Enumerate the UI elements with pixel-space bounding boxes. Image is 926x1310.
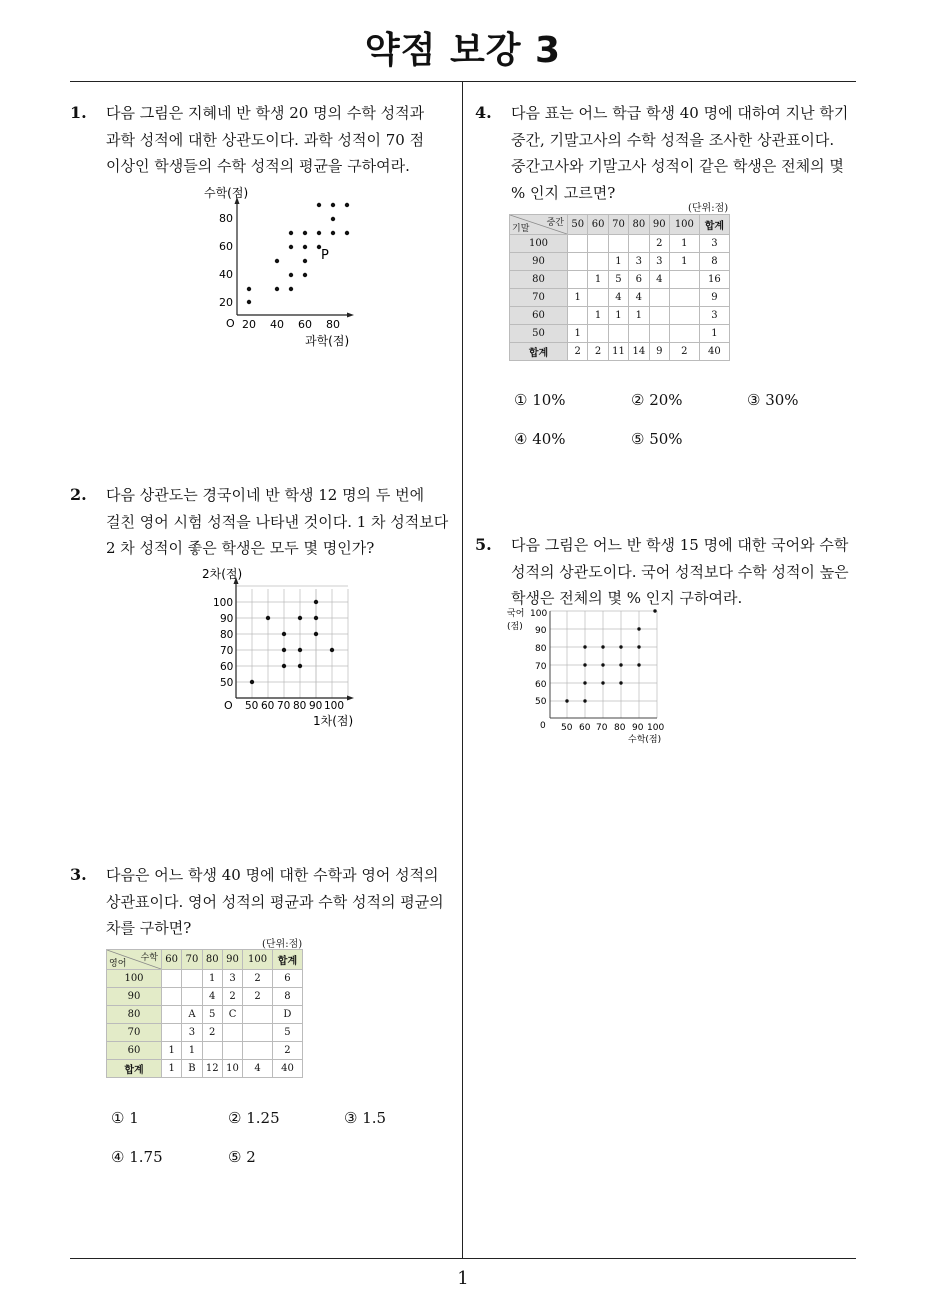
table-cell: 12 [202,1060,222,1078]
y-tick: 70 [535,662,547,672]
data-point [289,287,293,291]
x-axis-arrow [347,696,354,701]
data-point [303,231,307,235]
table-cell: 4 [629,289,649,307]
table-cell [629,325,649,343]
origin-label: O [226,317,235,330]
table-cell: D [272,1006,302,1024]
table-cell: B [182,1060,202,1078]
q1-scatter-chart [200,185,370,350]
bottom-rule [70,1258,856,1259]
x-axis-label: 과학(점) [305,334,350,348]
data-point [282,664,286,668]
choice-1[interactable]: ① 10% [514,391,566,409]
col-header: 90 [649,215,669,235]
choice-4[interactable]: ④ 40% [514,430,566,448]
table-cell: 1 [699,325,729,343]
data-point [583,699,586,702]
data-point [314,616,318,620]
table-cell: 6 [629,271,649,289]
table-cell [568,253,588,271]
table-cell: 3 [649,253,669,271]
x-tick: 50 [561,723,573,733]
y-tick: 60 [219,240,233,253]
table-cell: 2 [649,235,669,253]
table-row [107,1006,303,1024]
table-cell: 2 [669,343,699,361]
question-number: 5. [475,535,492,554]
table-cell: 1 [162,1060,182,1078]
table-cell: 1 [182,1042,202,1060]
data-point [601,645,604,648]
table-cell [222,1042,242,1060]
x-tick: 60 [298,318,312,331]
table-cell: 4 [649,271,669,289]
table-corner [510,215,568,235]
data-point [303,245,307,249]
table-cell: 2 [222,988,242,1006]
table-cell: 1 [162,1042,182,1060]
table-cell [588,289,608,307]
table-cell [649,325,669,343]
y-tick: 80 [219,212,233,225]
table-cell: 3 [629,253,649,271]
table-cell: 3 [182,1024,202,1042]
q4-correlation-table [509,214,730,361]
table-cell: C [222,1006,242,1024]
data-point [619,645,622,648]
table-cell: 1 [608,253,628,271]
data-point [289,245,293,249]
data-point [289,273,293,277]
y-tick: 80 [220,629,234,641]
table-cell: 1 [568,325,588,343]
table-cell [202,1042,222,1060]
table-cell [649,289,669,307]
row-title: 영어 [109,959,127,969]
y-axis-label: 수학(점) [204,186,249,200]
data-point [282,648,286,652]
table-cell: 1 [669,253,699,271]
data-point [247,300,251,304]
question-number: 3. [70,865,87,884]
choice-2[interactable]: ② 20% [631,391,683,409]
table-cell: 1 [568,289,588,307]
data-point [619,681,622,684]
question-number: 4. [475,103,492,122]
question-line: % 인지 고르면? [511,183,616,202]
page-title: 약점 보강 3 [364,30,562,71]
table-cell: 5 [202,1006,222,1024]
table-row [510,307,730,325]
table-row [107,1042,303,1060]
y-axis-label: 2차(점) [202,567,243,581]
table-cell [568,271,588,289]
row-label: 90 [107,988,162,1006]
y-tick: 100 [213,597,234,609]
data-point [330,648,334,652]
y-tick: 20 [219,296,233,309]
x-tick: 100 [647,723,665,733]
data-point [583,663,586,666]
table-cell: 3 [699,307,729,325]
row-label: 100 [510,235,568,253]
x-axis-arrow [347,313,354,318]
col-header: 100 [243,950,273,970]
table-cell: A [182,1006,202,1024]
x-tick: 90 [309,700,323,712]
table-cell: 10 [222,1060,242,1078]
data-point [637,627,640,630]
col-header: 합계 [272,950,302,970]
row-label: 70 [107,1024,162,1042]
choice-3[interactable]: ③ 1.5 [344,1109,387,1127]
data-point [331,217,335,221]
table-cell: 1 [608,307,628,325]
top-rule [70,81,856,82]
table-cell [608,325,628,343]
point-p-label: P [321,248,329,263]
y-tick: 60 [535,680,547,690]
col-header: 100 [669,215,699,235]
table-cell [568,307,588,325]
row-label: 50 [510,325,568,343]
x-axis-label: 1차(점) [313,714,354,728]
y-tick: 50 [220,677,234,689]
table-cell: 4 [608,289,628,307]
col-header: 50 [568,215,588,235]
choice-2[interactable]: ② 1.25 [228,1109,280,1127]
question-number: 1. [70,103,87,122]
row-label: 80 [510,271,568,289]
col-header: 70 [182,950,202,970]
choice-5[interactable]: ⑤ 2 [228,1148,256,1166]
question-line: 다음 표는 어느 학급 학생 40 명에 대하여 지난 학기 [511,104,849,122]
table-cell: 16 [699,271,729,289]
table-cell [669,289,699,307]
table-cell [162,988,182,1006]
table-corner [107,950,162,970]
table-row [510,289,730,307]
x-tick: 70 [596,723,608,733]
page-number: 1 [457,1268,469,1289]
data-point [317,231,321,235]
data-point [565,699,568,702]
origin-label: O [224,699,233,712]
table-cell [669,325,699,343]
column-divider [462,82,463,1259]
data-point [250,680,254,684]
y-tick: 80 [535,644,547,654]
table-row-total [510,343,730,361]
y-tick: 50 [535,697,547,707]
table-cell: 1 [202,970,222,988]
data-point [637,645,640,648]
x-tick: 80 [326,318,340,331]
table-cell: 2 [243,970,273,988]
table-cell [588,235,608,253]
table-cell: 4 [243,1060,273,1078]
table-cell [162,970,182,988]
table-cell: 5 [272,1024,302,1042]
table-cell [608,235,628,253]
origin-label: 0 [540,721,546,731]
table-cell [182,988,202,1006]
choice-4[interactable]: ④ 1.75 [111,1148,163,1166]
table-cell [162,1006,182,1024]
question-line: 상관표이다. 영어 성적의 평균과 수학 성적의 평균의 [106,892,444,911]
question-line: 다음 상관도는 경국이네 반 학생 12 명의 두 번에 [106,486,425,504]
x-axis-label: 수학(점) [628,735,662,745]
row-label: 100 [107,970,162,988]
y-tick: 90 [535,626,547,636]
question-line: 다음 그림은 어느 반 학생 15 명에 대한 국어와 수학 [511,536,849,554]
question-line: 중간고사와 기말고사 성적이 같은 학생은 전체의 몇 [511,157,844,175]
x-tick: 40 [270,318,284,331]
y-tick: 60 [220,661,234,673]
table-cell: 6 [272,970,302,988]
col-header: 80 [629,215,649,235]
table-cell: 9 [649,343,669,361]
data-point [298,616,302,620]
y-axis-unit: (점) [507,622,523,632]
question-4 [475,100,848,206]
question-line: 차를 구하면? [106,919,192,937]
table-unit: (단위:점) [262,939,303,950]
row-label: 60 [107,1042,162,1060]
data-point [282,632,286,636]
table-cell [669,307,699,325]
question-line: 학생은 전체의 몇 % 인지 구하여라. [511,589,743,607]
y-tick: 70 [220,645,234,657]
data-point [247,287,251,291]
data-point [637,663,640,666]
table-cell: 40 [699,343,729,361]
data-point [583,645,586,648]
question-line: 과학 성적에 대한 상관도이다. 과학 성적이 70 점 [106,130,425,149]
table-row [107,988,303,1006]
q2-scatter-chart [200,565,370,730]
data-point [289,231,293,235]
x-tick: 80 [293,700,307,712]
question-3 [70,862,444,942]
data-point [619,663,622,666]
table-cell: 8 [699,253,729,271]
choice-5[interactable]: ⑤ 50% [631,430,683,448]
row-label: 60 [510,307,568,325]
table-cell [588,325,608,343]
table-cell: 40 [272,1060,302,1078]
q3-correlation-table [106,949,303,1078]
data-point [345,231,349,235]
x-tick: 20 [242,318,256,331]
col-title: 중간 [546,218,564,228]
table-cell: 2 [243,988,273,1006]
data-point [275,259,279,263]
data-point [345,203,349,207]
data-point [303,273,307,277]
table-row [107,1024,303,1042]
choice-1[interactable]: ① 1 [111,1109,139,1127]
row-label: 합계 [107,1060,162,1078]
x-tick: 60 [261,700,275,712]
y-tick: 100 [530,609,548,619]
data-point [275,287,279,291]
data-point [314,600,318,604]
data-point [601,681,604,684]
question-line: 걸친 영어 시험 성적을 나타낸 것이다. 1 차 성적보다 [106,512,449,531]
col-header: 90 [222,950,242,970]
col-header: 합계 [699,215,729,235]
question-line: 중간, 기말고사의 수학 성적을 조사한 상관표이다. [511,130,835,149]
q5-scatter-chart [505,603,675,748]
data-point [331,231,335,235]
table-cell: 1 [669,235,699,253]
x-tick: 60 [579,723,591,733]
data-point [331,203,335,207]
table-cell: 5 [608,271,628,289]
x-tick: 100 [324,700,345,712]
table-cell: 8 [272,988,302,1006]
x-tick: 80 [614,723,626,733]
table-row [510,235,730,253]
table-cell [243,1024,273,1042]
y-tick: 90 [220,613,234,625]
table-cell: 3 [222,970,242,988]
table-cell: 9 [699,289,729,307]
data-point [298,648,302,652]
table-cell [649,307,669,325]
table-cell: 1 [629,307,649,325]
row-label: 80 [107,1006,162,1024]
table-row [107,970,303,988]
table-cell [669,271,699,289]
question-line: 다음 그림은 지혜네 반 학생 20 명의 수학 성적과 [106,104,425,122]
table-cell: 2 [202,1024,222,1042]
row-label: 합계 [510,343,568,361]
table-row [510,253,730,271]
col-header: 70 [608,215,628,235]
question-number: 2. [70,485,87,504]
table-row [510,325,730,343]
data-point [653,609,656,612]
col-title: 수학 [140,953,158,963]
table-cell: 11 [608,343,628,361]
x-tick: 70 [277,700,291,712]
question-line: 성적의 상관도이다. 국어 성적보다 수학 성적이 높은 [511,562,849,581]
data-point [298,664,302,668]
table-cell: 1 [588,307,608,325]
table-cell: 3 [699,235,729,253]
table-cell [588,253,608,271]
choice-3[interactable]: ③ 30% [747,391,799,409]
table-cell: 2 [568,343,588,361]
table-cell [243,1006,273,1024]
question-5 [475,532,849,612]
data-point [601,663,604,666]
question-1 [70,100,424,180]
question-2 [70,482,448,562]
table-cell: 2 [272,1042,302,1060]
y-axis-label: 국어 [507,609,525,619]
y-tick: 40 [219,268,233,281]
table-cell: 2 [588,343,608,361]
col-header: 60 [588,215,608,235]
data-point [314,632,318,636]
table-row [510,271,730,289]
row-title: 기말 [512,224,530,234]
question-line: 2 차 성적이 좋은 학생은 모두 몇 명인가? [106,539,375,557]
data-point [266,616,270,620]
table-cell: 4 [202,988,222,1006]
data-point [317,203,321,207]
table-cell [182,970,202,988]
table-cell [222,1024,242,1042]
table-unit: (단위:점) [688,203,729,214]
table-cell [243,1042,273,1060]
question-line: 이상인 학생들의 수학 성적의 평균을 구하여라. [106,157,410,175]
table-row-total [107,1060,303,1078]
x-tick: 50 [245,700,259,712]
col-header: 60 [162,950,182,970]
row-label: 90 [510,253,568,271]
data-point [583,681,586,684]
table-cell [568,235,588,253]
table-cell [629,235,649,253]
x-tick: 90 [632,723,644,733]
row-label: 70 [510,289,568,307]
table-cell: 14 [629,343,649,361]
table-cell: 1 [588,271,608,289]
col-header: 80 [202,950,222,970]
data-point [303,259,307,263]
table-cell [162,1024,182,1042]
question-line: 다음은 어느 학생 40 명에 대한 수학과 영어 성적의 [106,866,439,884]
